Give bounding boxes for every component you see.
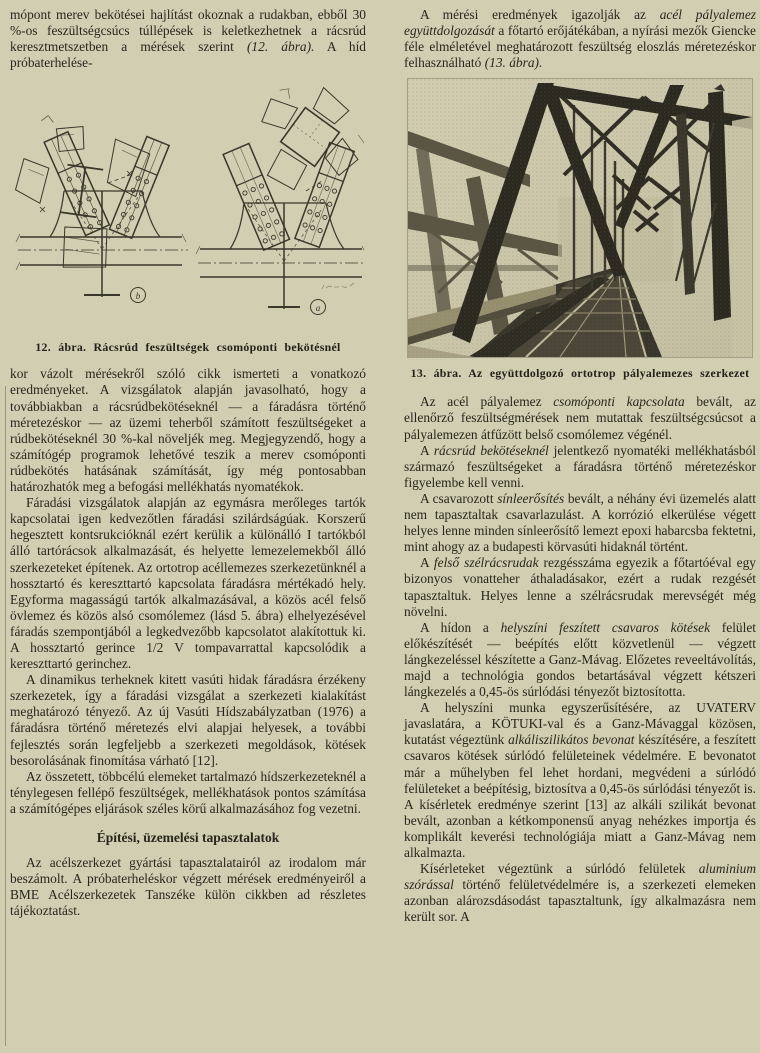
right-column [404,7,756,925]
figure-12-label-a: a [315,303,321,314]
figure-13-photo [408,79,752,357]
left-top-text [10,7,366,71]
paragraph: A felső szélrácsrudak rezgésszáma egyezik a főtartóéval egy bizonyos vonatteher áthaladásakor, ezért a rudak rezgését tapasztaltuk. Helyes lenne a szélrácsrudak merevségét még növelni. [404,555,756,619]
right-top-text [404,7,756,71]
paragraph: A mérési eredmények igazolják az acél pályalemez együttdolgozását a főtartó erőjátékában, a nyírási mezők Giencke féle elméletével meghatározott feszültség eloszlás méretezéskor felhasználható (13. ábra). [404,7,756,71]
page-fold-line [5,386,6,1046]
paragraph: mópont merev bekötései hajlítást okoznak a rudakban, ebből 30 %-os feszültségcsúcs túllépések is keletkezhetnek a rácsrúd keresztmetszetben a mérések szerint (12. ábra). A híd próbaterhelése- [10,7,367,71]
figure-12 [10,79,366,354]
section-heading: Építési, üzemelési tapasztalatok [96,830,280,845]
paragraph: A hídon a helyszíni feszített csavaros kötések felület előkészítését — beépítés előtt közvetlenül — végzett lángkezeléssel készítette a Ganz-Mávag. Előzetes reveeltávolítás, majd a technológia gondos betartásával végzett kétszeri lángkezelés a 0,45-ös súrlódási tényezőt biztosította. [404,619,756,700]
figure-12-label-b: b [135,291,141,302]
node-detail-b [12,113,188,303]
figure-12-caption: 12. ábra. Rácsrúd feszültségek csomóponti bekötésnél [35,340,341,355]
paragraph: Az acél pályalemez csomóponti kapcsolata bevált, az ellenőrző feszültségmérések nem mutattak feszültségcsúcsot a pályalemezen átfűzött belső csomólemez végénél. [404,394,756,442]
paragraph: Kísérleteket végeztünk a súrlódó felületek aluminium szórással történő felületvédelmére is, a szerkezeti elemeken azonban alározsdásodást tapasztaltunk, így alkalmazásra nem került sor. A [404,861,756,925]
figure-13 [404,79,756,380]
halftone-texture [408,79,752,357]
paragraph: A csavarozott sínleerősítés bevált, a néhány évi üzemelés alatt nem tapasztaltak csavarlazulást. A korrózió elkerülése végett helyes lenne minden sínleerősítő lemezt epoxi habarcsba fektetni, mint ahogy az a budapesti körvasúti hidaknál történt. [404,490,756,555]
paragraph: Az acélszerkezet gyártási tapasztalatairól az irodalom már beszámolt. A próbaterheléskor végzett mérések eredményeiről a BME Acélszerkezetek Tanszéke külön cikkben ad részletes tájékoztatást. [10,855,366,919]
left-column [10,7,366,919]
paragraph: A helyszíni munka egyszerűsítésére, az UVATERV javaslatára, a KÖTUKI-val és a Ganz-Mávaggal közösen, kutatást végeztünk alkáliszilikátos bevonat készítésére, a feszített csavaros kötések súrlódó felületeinek védelmére. E bevonatot már a műhelyben fel lehet hordani, megvédeni a súrlódó felületeket a beépítésig, biztosítva a 0,45-ös súrlódási tényezőt is. A kísérletek eredménye szerint [13] az alkáli szilikát bevonat bevált, azonban a kétkomponensű anyag nehézkes importja és komplikált keverési technológiája miatt a Ganz-Mávag nem alkalmazta. [404,700,757,860]
figure-13-caption: 13. ábra. Az együttdolgozó ortotrop pályalemezes szerkezet [410,366,750,381]
paragraph: A rácsrúd bekötéseknél jelentkező nyomatéki mellékhatásból származó feszültségeket a fáradásra történő méretezéskor figyelembe kell venni. [404,442,756,490]
figure-12-diagram [12,79,364,331]
paragraph: Az összetett, többcélú elemeket tartalmazó hídszerkezeteknél a ténylegesen fellépő feszültségek, mellékhatások pontos számítása a számítógépes eljárások széles körű alkalmazásához fog vezetni. [10,768,366,816]
node-detail-a [196,79,364,314]
illegible-annotation [322,283,354,289]
paragraph: kor vázolt mérésekről szóló cikk ismerteti a vonatkozó eredményeket. A vizsgálatok alapján javasolható, hogy a továbbiakban a rácsrúdbekötéseknél — a fáradásra történő méretezéskor — az üzemi teherből számított feszültségeket a rúdbekötéseknél 30 %-kal növeljék meg. Megjegyzendő, hogy a számítógép programok lehetővé teszik a merev csomóponti rúdbekötés hatásának számítását, így még pontosabban határozhatók meg a befogási mellékhatás nyomatékok. [10,366,366,495]
paragraph: A dinamikus terheknek kitett vasúti hidak fáradásra érzékeny szerkezetek, így a fáradási vizsgálat a szerkezeti kialakítást meghatározó tényező. Az új Vasúti Hídszabályzatban (1976) a fáradásra történő méretezés elvi alapjai helyesek, a további fejlesztés során legfeljebb a szerkezeti megoldások, kötések besorolásának finomítása várható [12]. [10,672,366,768]
left-bottom-text [10,366,366,919]
paragraph: Fáradási vizsgálatok alapján az egymásra merőleges tartók kapcsolatai igen kedvezőtlen fáradási szilárdságúak. Korszerű hegesztett kontsrukcióknál ezért kerülik a különálló I tartókból álló tartórácsok alkalmazását, és helyette lemezelemekből álló szerkezeteket építenek. Az ortotrop acéllemezes szerkezetünknél a hossztartó és kereszttartó kapcsolata fáradásra mértékadó hely. Egyforma magasságú tartók alkalmazásával, a közös acél felső övlemez és közös alsó csomólemez (lásd 5. ábra) elhelyezésével fáradás szempontjából a legkedvezőbb kapcsolatot alakítottuk ki. A hossztartó gerince 1/2 V tompavarrattal kapcsolódik a kereszttartó gerinchez. [10,495,366,672]
right-bottom-text [404,394,756,925]
